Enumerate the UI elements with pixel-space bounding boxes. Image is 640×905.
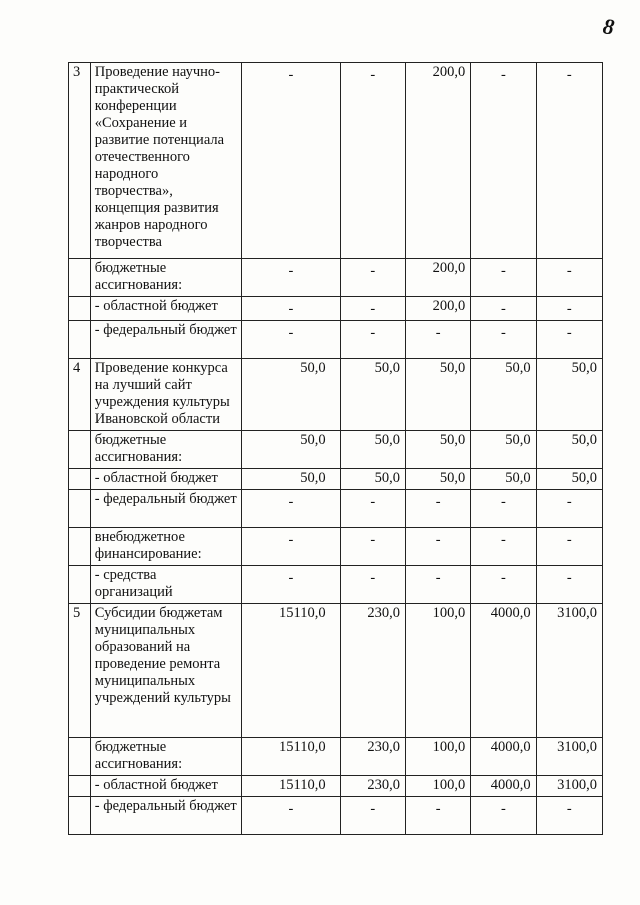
- table-row: [69, 259, 603, 297]
- row-number-cell: 3: [69, 63, 91, 259]
- item-name-cell: - средства организаций: [90, 566, 241, 604]
- value-cell-1: -: [242, 566, 341, 604]
- row-number-cell: [69, 797, 91, 835]
- row-number-cell: [69, 469, 91, 490]
- value-cell-4: -: [471, 63, 536, 259]
- row-number-cell: [69, 738, 91, 776]
- row-number-cell: [69, 776, 91, 797]
- value-cell-4: 4000,0: [471, 776, 536, 797]
- value-cell-1: 15110,0: [242, 738, 341, 776]
- value-cell-3: 200,0: [405, 63, 470, 259]
- item-name-cell: - областной бюджет: [90, 469, 241, 490]
- value-cell-5: -: [536, 63, 602, 259]
- value-cell-1: -: [242, 490, 341, 528]
- value-cell-2: -: [340, 63, 405, 259]
- value-cell-3: 100,0: [405, 738, 470, 776]
- value-cell-3: -: [405, 797, 470, 835]
- table-row: [69, 297, 603, 321]
- value-cell-2: 50,0: [340, 359, 405, 431]
- table-row: [69, 431, 603, 469]
- row-number-cell: [69, 259, 91, 297]
- value-cell-5: 50,0: [536, 469, 602, 490]
- value-cell-2: 230,0: [340, 604, 405, 738]
- table-row: [69, 490, 603, 528]
- value-cell-2: -: [340, 321, 405, 359]
- table-row: [69, 738, 603, 776]
- value-cell-3: -: [405, 528, 470, 566]
- value-cell-3: 200,0: [405, 259, 470, 297]
- table-row: [69, 359, 603, 431]
- value-cell-2: 230,0: [340, 776, 405, 797]
- table-row: [69, 566, 603, 604]
- value-cell-5: 50,0: [536, 359, 602, 431]
- value-cell-3: 50,0: [405, 359, 470, 431]
- row-number-cell: [69, 431, 91, 469]
- value-cell-5: -: [536, 321, 602, 359]
- table-row: [69, 469, 603, 490]
- value-cell-2: -: [340, 797, 405, 835]
- item-name-cell: Субсидии бюджетам муниципальных образований на проведение ремонта муниципальных учреждений культуры: [90, 604, 241, 738]
- item-name-cell: - федеральный бюджет: [90, 490, 241, 528]
- row-number-cell: [69, 321, 91, 359]
- value-cell-1: 50,0: [242, 359, 341, 431]
- value-cell-5: 50,0: [536, 431, 602, 469]
- value-cell-2: -: [340, 259, 405, 297]
- item-name-cell: Проведение конкурса на лучший сайт учреждения культуры Ивановской области: [90, 359, 241, 431]
- value-cell-4: -: [471, 321, 536, 359]
- value-cell-1: 50,0: [242, 431, 341, 469]
- value-cell-4: 50,0: [471, 469, 536, 490]
- item-name-cell: - областной бюджет: [90, 297, 241, 321]
- value-cell-1: -: [242, 321, 341, 359]
- value-cell-5: -: [536, 490, 602, 528]
- value-cell-4: -: [471, 490, 536, 528]
- value-cell-1: -: [242, 259, 341, 297]
- page-number-mark: 8: [601, 13, 616, 40]
- value-cell-3: -: [405, 490, 470, 528]
- item-name-cell: - областной бюджет: [90, 776, 241, 797]
- value-cell-3: 50,0: [405, 431, 470, 469]
- value-cell-4: -: [471, 259, 536, 297]
- value-cell-4: -: [471, 528, 536, 566]
- row-number-cell: 5: [69, 604, 91, 738]
- table-row: [69, 797, 603, 835]
- value-cell-1: -: [242, 297, 341, 321]
- item-name-cell: Проведение научно-практической конференции «Сохранение и развитие потенциала отечественного народного творчества», концепция развития жанров народного творчества: [90, 63, 241, 259]
- value-cell-1: -: [242, 63, 341, 259]
- value-cell-2: -: [340, 297, 405, 321]
- item-name-cell: - федеральный бюджет: [90, 797, 241, 835]
- value-cell-1: -: [242, 797, 341, 835]
- value-cell-5: -: [536, 259, 602, 297]
- value-cell-2: -: [340, 566, 405, 604]
- value-cell-2: 230,0: [340, 738, 405, 776]
- row-number-cell: [69, 566, 91, 604]
- value-cell-4: -: [471, 797, 536, 835]
- table-row: [69, 528, 603, 566]
- table-row: [69, 604, 603, 738]
- value-cell-2: -: [340, 490, 405, 528]
- value-cell-3: 100,0: [405, 604, 470, 738]
- item-name-cell: бюджетные ассигнования:: [90, 431, 241, 469]
- row-number-cell: [69, 528, 91, 566]
- item-name-cell: бюджетные ассигнования:: [90, 738, 241, 776]
- value-cell-3: 50,0: [405, 469, 470, 490]
- value-cell-2: 50,0: [340, 431, 405, 469]
- value-cell-5: 3100,0: [536, 738, 602, 776]
- value-cell-1: 15110,0: [242, 604, 341, 738]
- value-cell-4: 50,0: [471, 431, 536, 469]
- value-cell-5: -: [536, 566, 602, 604]
- row-number-cell: [69, 490, 91, 528]
- value-cell-2: -: [340, 528, 405, 566]
- value-cell-2: 50,0: [340, 469, 405, 490]
- value-cell-3: 200,0: [405, 297, 470, 321]
- value-cell-4: -: [471, 297, 536, 321]
- value-cell-5: -: [536, 297, 602, 321]
- value-cell-5: -: [536, 528, 602, 566]
- item-name-cell: бюджетные ассигнования:: [90, 259, 241, 297]
- table-row: [69, 63, 603, 259]
- item-name-cell: - федеральный бюджет: [90, 321, 241, 359]
- row-number-cell: 4: [69, 359, 91, 431]
- value-cell-4: 50,0: [471, 359, 536, 431]
- value-cell-3: -: [405, 321, 470, 359]
- value-cell-1: -: [242, 528, 341, 566]
- table-row: [69, 776, 603, 797]
- value-cell-3: -: [405, 566, 470, 604]
- value-cell-1: 50,0: [242, 469, 341, 490]
- value-cell-5: 3100,0: [536, 604, 602, 738]
- row-number-cell: [69, 297, 91, 321]
- value-cell-5: 3100,0: [536, 776, 602, 797]
- value-cell-4: 4000,0: [471, 604, 536, 738]
- budget-table: [68, 62, 603, 835]
- item-name-cell: внебюджетное финансирование:: [90, 528, 241, 566]
- value-cell-3: 100,0: [405, 776, 470, 797]
- value-cell-4: -: [471, 566, 536, 604]
- value-cell-4: 4000,0: [471, 738, 536, 776]
- value-cell-1: 15110,0: [242, 776, 341, 797]
- table-row: [69, 321, 603, 359]
- value-cell-5: -: [536, 797, 602, 835]
